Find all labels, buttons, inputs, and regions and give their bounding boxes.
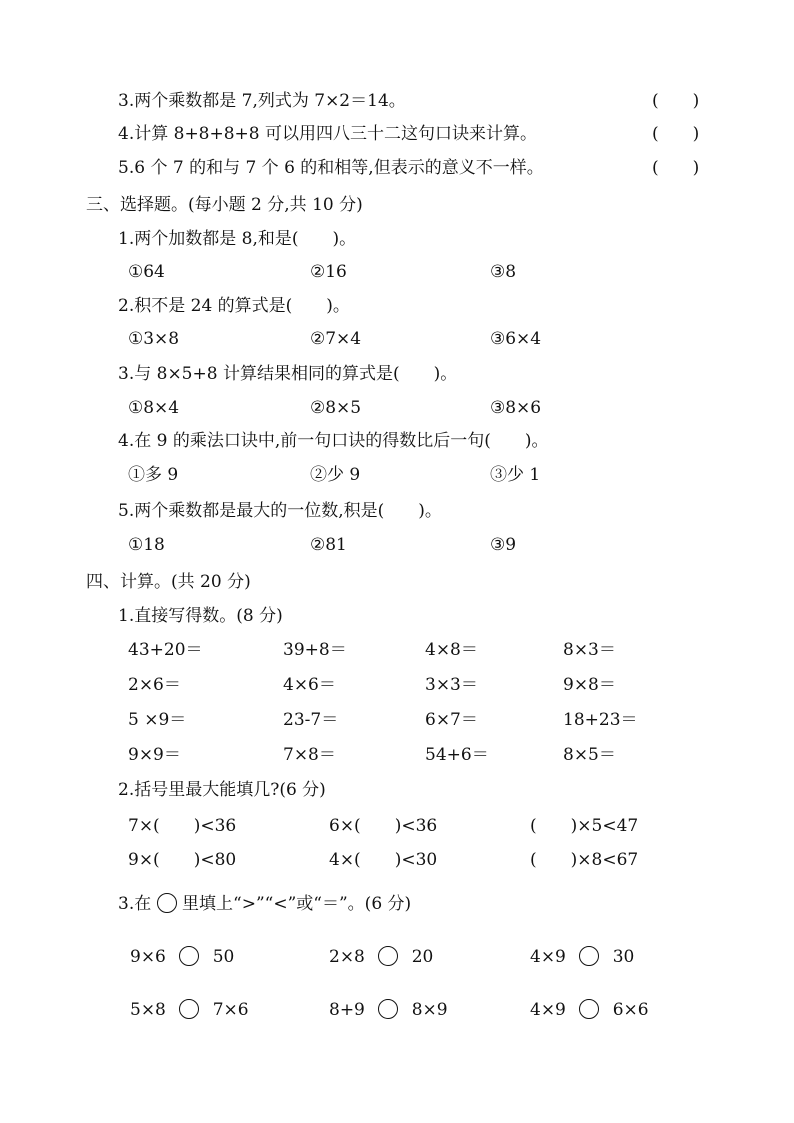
part3-title-pre: 3.在 [118, 894, 152, 914]
compare-circle[interactable] [378, 946, 398, 966]
compare-right: 8×9 [411, 1000, 448, 1020]
choice-1-option-3[interactable]: ③8 [490, 262, 517, 282]
compare-item [530, 946, 634, 967]
calc-expr[interactable]: 8×3＝ [563, 640, 616, 660]
compare-circle[interactable] [378, 999, 398, 1019]
choice-question-1: 1.两个加数都是 8,和是( )。 [118, 229, 357, 249]
compare-left: 5×8 [130, 1000, 166, 1020]
compare-left: 4×9 [530, 947, 566, 967]
calc-expr[interactable]: 4×8＝ [425, 640, 478, 660]
calc-part3-title [118, 893, 411, 914]
choice-5-option-1[interactable]: ①18 [128, 535, 165, 555]
choice-3-option-2[interactable]: ②8×5 [310, 398, 362, 418]
calc-expr[interactable]: 9×9＝ [128, 745, 181, 765]
compare-right: 30 [612, 947, 635, 967]
calc-expr[interactable]: 7×8＝ [283, 745, 336, 765]
compare-item [130, 999, 249, 1020]
calc-expr[interactable]: 23-7＝ [283, 710, 339, 730]
choice-question-2: 2.积不是 24 的算式是( )。 [118, 296, 350, 316]
calc-expr[interactable]: 8×5＝ [563, 745, 616, 765]
compare-right: 20 [411, 947, 434, 967]
choice-4-option-3[interactable]: ③少 1 [490, 465, 541, 485]
judge-item-5: 5.6 个 7 的和与 7 个 6 的和相等,但表示的意义不一样。 [118, 158, 544, 178]
choice-question-3: 3.与 8×5+8 计算结果相同的算式是( )。 [118, 364, 458, 384]
calc-expr[interactable]: 18+23＝ [563, 710, 638, 730]
compare-right: 6×6 [612, 1000, 649, 1020]
judge-answer-3[interactable]: ( ) [652, 91, 700, 111]
choice-question-4: 4.在 9 的乘法口诀中,前一句口诀的得数比后一句( )。 [118, 431, 549, 451]
judge-answer-4[interactable]: ( ) [652, 124, 700, 144]
compare-right: 7×6 [212, 1000, 249, 1020]
judge-item-4: 4.计算 8+8+8+8 可以用四八三十二这句口诀来计算。 [118, 124, 538, 144]
compare-circle[interactable] [579, 946, 599, 966]
part3-title-post: 里填上“>”“<”或“＝”。(6 分) [182, 894, 412, 914]
compare-item [530, 999, 649, 1020]
compare-left: 4×9 [530, 1000, 566, 1020]
choice-2-option-2[interactable]: ②7×4 [310, 329, 362, 349]
calc-part2-title: 2.括号里最大能填几?(6 分) [118, 780, 326, 800]
fill-max-expr[interactable]: 9×( )<80 [128, 850, 237, 870]
calc-expr[interactable]: 39+8＝ [283, 640, 347, 660]
choice-2-option-3[interactable]: ③6×4 [490, 329, 542, 349]
calc-expr[interactable]: 43+20＝ [128, 640, 203, 660]
compare-item [329, 946, 433, 967]
fill-max-expr[interactable]: ( )×5<47 [530, 816, 639, 836]
compare-left: 8+9 [329, 1000, 365, 1020]
compare-circle[interactable] [179, 946, 199, 966]
compare-circle[interactable] [579, 999, 599, 1019]
calc-expr[interactable]: 4×6＝ [283, 675, 336, 695]
compare-circle[interactable] [179, 999, 199, 1019]
circle-icon [157, 893, 177, 913]
judge-item-3: 3.两个乘数都是 7,列式为 7×2＝14。 [118, 91, 406, 111]
fill-max-expr[interactable]: 4×( )<30 [329, 850, 438, 870]
calc-expr[interactable]: 2×6＝ [128, 675, 181, 695]
compare-item [329, 999, 448, 1020]
compare-left: 9×6 [130, 947, 166, 967]
calc-expr[interactable]: 9×8＝ [563, 675, 616, 695]
fill-max-expr[interactable]: ( )×8<67 [530, 850, 639, 870]
choice-3-option-3[interactable]: ③8×6 [490, 398, 542, 418]
choice-4-option-1[interactable]: ①多 9 [128, 465, 179, 485]
section-calc-title: 四、计算。(共 20 分) [86, 572, 251, 592]
calc-part1-title: 1.直接写得数。(8 分) [118, 606, 283, 626]
calc-expr[interactable]: 3×3＝ [425, 675, 478, 695]
choice-1-option-2[interactable]: ②16 [310, 262, 347, 282]
choice-2-option-1[interactable]: ①3×8 [128, 329, 180, 349]
compare-right: 50 [212, 947, 235, 967]
choice-question-5: 5.两个乘数都是最大的一位数,积是( )。 [118, 501, 442, 521]
choice-3-option-1[interactable]: ①8×4 [128, 398, 180, 418]
fill-max-expr[interactable]: 7×( )<36 [128, 816, 237, 836]
calc-expr[interactable]: 54+6＝ [425, 745, 489, 765]
choice-5-option-2[interactable]: ②81 [310, 535, 347, 555]
fill-max-expr[interactable]: 6×( )<36 [329, 816, 438, 836]
compare-item [130, 946, 234, 967]
choice-1-option-1[interactable]: ①64 [128, 262, 165, 282]
choice-5-option-3[interactable]: ③9 [490, 535, 517, 555]
choice-4-option-2[interactable]: ②少 9 [310, 465, 361, 485]
calc-expr[interactable]: 6×7＝ [425, 710, 478, 730]
section-choice-title: 三、选择题。(每小题 2 分,共 10 分) [86, 195, 363, 215]
calc-expr[interactable]: 5 ×9＝ [128, 710, 187, 730]
compare-left: 2×8 [329, 947, 365, 967]
judge-answer-5[interactable]: ( ) [652, 158, 700, 178]
